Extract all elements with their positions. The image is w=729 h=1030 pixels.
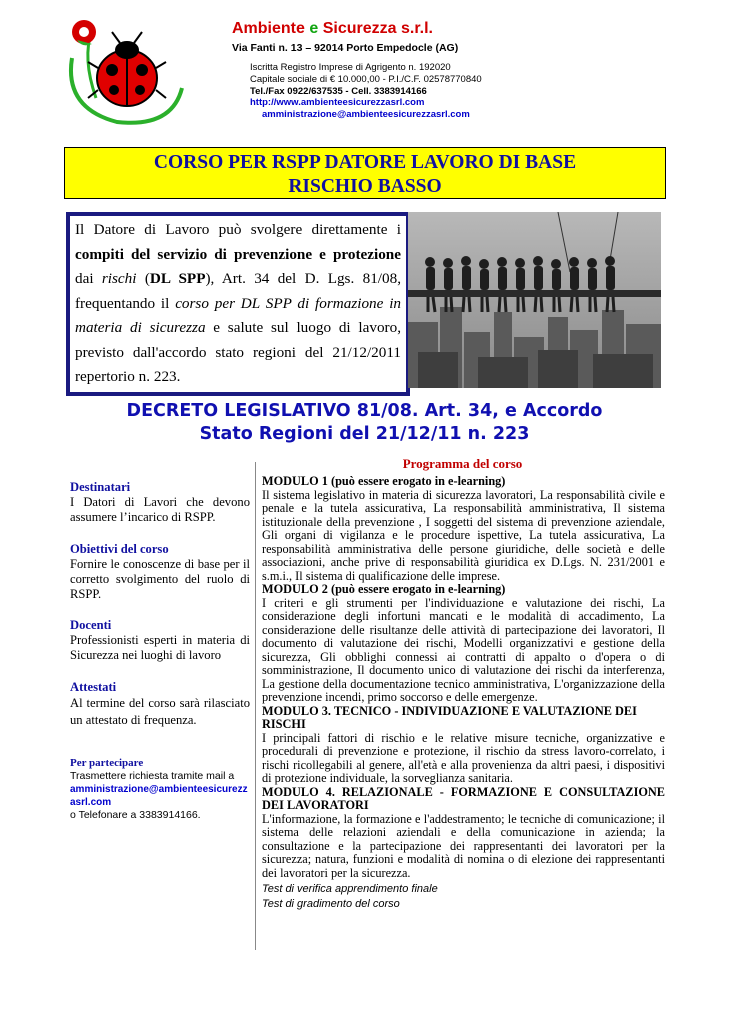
intro-t6: DL SPP (149, 270, 206, 287)
destinatari-heading: Destinatari (70, 480, 131, 494)
docenti-text: Professionisti esperti in materia di Sicurezza nei luoghi di lavoro (70, 633, 250, 662)
module-1 (262, 475, 665, 583)
tests-block (262, 882, 665, 912)
intro-t2: compiti del servizio di prevenzione e protezione (75, 245, 401, 263)
intro-t5: ( (136, 270, 150, 287)
partecipare-text2: o Telefonare a 3383914166. (70, 809, 201, 821)
module-2 (262, 583, 665, 705)
intro-t8: corso per DL SPP di formazione in materia di sicurezza (75, 294, 402, 336)
email-link[interactable]: amministrazione@ambienteesicurezzasrl.com (262, 109, 470, 120)
intro-t7: ), Art. 34 del D. Lgs. 81/08, frequentando il (75, 270, 401, 312)
test-satisfaction: Test di gradimento del corso (262, 898, 400, 910)
module-4 (262, 786, 665, 881)
program-modules (262, 475, 665, 912)
intro-t1: Il Datore di Lavoro può svolgere direttamente i (75, 221, 401, 238)
attestati-text: Al termine del corso sarà rilasciato un attestato di frequenza. (70, 696, 250, 727)
company-name-part2: e (309, 20, 319, 37)
capital-info: Capitale sociale di € 10.000,00 - P.I./C.F. 02578770840 (250, 74, 482, 85)
module-heading: MODULO 3. TECNICO - INDIVIDUAZIONE E VALUTAZIONE DEI RISCHI (262, 703, 637, 731)
module-body: I principali fattori di rischio e le relative misure tecniche, organizzative e procedurali di prevenzione e protezione, il rischio da stress lavoro-correlato, i rischi ricollegabili al genere, all'età e alla provenienza da altri paesi, i dispositivi di protezione individuale, la sorveglianza sanitaria. (262, 730, 665, 785)
section-partecipare (70, 757, 250, 822)
module-body: L'informazione, la formazione e l'addestramento; le tecniche di comunicazione; il sistema delle relazioni aziendali e della comunicazione in azienda; la consultazione e la partecipazione dei rappresentanti dei lavoratori per la sicurezza; natura, funzioni e modalità di nomina o di elezione dei rappresentanti dei lavoratori per la sicurezza. (262, 811, 665, 880)
module-heading: MODULO 4. RELAZIONALE - FORMAZIONE E CONSULTAZIONE DEI LAVORATORI (262, 784, 665, 812)
workers-on-beam-photo (408, 212, 661, 388)
section-destinatari (70, 480, 250, 525)
partecipare-email-link[interactable]: amministrazione@ambienteesicurezzasrl.com (70, 784, 248, 808)
obiettivi-heading: Obiettivi del corso (70, 542, 169, 556)
section-docenti (70, 618, 250, 663)
test-final: Test di verifica apprendimento finale (262, 883, 438, 895)
company-name-part1: Ambiente (232, 20, 305, 37)
company-name (232, 20, 433, 38)
section-obiettivi (70, 542, 250, 602)
intro-text (75, 218, 401, 390)
decree-line2: Stato Regioni del 21/12/11 n. 223 (199, 424, 530, 444)
course-title-line2: RISCHIO BASSO (288, 176, 442, 197)
intro-box (66, 212, 410, 396)
module-heading: MODULO 2 (può essere erogato in e-learning) (262, 582, 506, 596)
intro-t9: e salute sul luogo di lavoro, previsto dall'accordo stato regioni del 21/12/2011 repertorio n. 223. (75, 319, 401, 385)
module-body: Il sistema legislativo in materia di sicurezza lavoratori, La responsabilità civile e penale e la tutela assicurativa, La responsabilità amministrativa, Il sistema istituzionale della prevenzione , I soggetti del sistema di prevenzione aziendale, Gli organi di vigilanza e le procedure ispettive, La tutela assicurativa, La responsabilità amministrativa delle persone giuridiche, delle società e delle associazioni, anche prive di responsabilità giuridica ex D.Lgs. N. 231/2001 e s.m.i., Il sistema di qualificazione delle imprese. (262, 487, 665, 583)
phone-info: Tel./Fax 0922/637535 - Cell. 3383914166 (250, 86, 427, 97)
program-title: Programma del corso (402, 456, 523, 471)
attestati-heading: Attestati (70, 680, 117, 694)
decree-line1: DECRETO LEGISLATIVO 81/08. Art. 34, e Accordo (126, 401, 603, 421)
intro-t3: dai (75, 270, 102, 287)
decree-heading (0, 400, 729, 446)
destinatari-text: I Datori di Lavori che devono assumere l’incarico di RSPP. (70, 495, 250, 524)
course-title-line1: CORSO PER RSPP DATORE LAVORO DI BASE (153, 152, 577, 173)
module-body: I criteri e gli strumenti per l'individuazione e valutazione dei rischi, La considerazione degli infortuni mancati e le modalità di accadimento, La considerazione delle risultanze delle attività di partecipazione dei lavoratori, Il documento di valutazione dei rischi, Modelli organizzativi e gestione della sicurezza, Gli obblighi connessi ai contratti di appalto o d'opera o di somministrazione, Il documento unico di valutazione dei rischi da interferenza, La gestione della documentazione tecnico amministrativa, L'organizzazione della prevenzione incendi, primo soccorso e delle emergenze. (262, 595, 665, 704)
obiettivi-text: Fornire le conoscenze di base per il corretto svolgimento del ruolo di RSPP. (70, 557, 250, 601)
column-divider (255, 462, 256, 950)
website-link[interactable]: http://www.ambienteesicurezzasrl.com (250, 97, 425, 108)
docenti-heading: Docenti (70, 618, 112, 632)
section-attestati (70, 680, 250, 729)
partecipare-text1: Trasmettere richiesta tramite mail a (70, 770, 235, 782)
partecipare-heading: Per partecipare (70, 757, 144, 769)
company-address: Via Fanti n. 13 – 92014 Porto Empedocle (AG) (232, 42, 459, 54)
module-3 (262, 705, 665, 786)
registry-info: Iscritta Registro Imprese di Agrigento n. 192020 (250, 62, 451, 73)
ladybug-logo (62, 18, 187, 126)
module-heading: MODULO 1 (può essere erogato in e-learning) (262, 474, 506, 488)
company-name-part3: Sicurezza s.r.l. (322, 20, 433, 37)
course-title-box (64, 147, 666, 199)
intro-t4: rischi (101, 270, 137, 287)
